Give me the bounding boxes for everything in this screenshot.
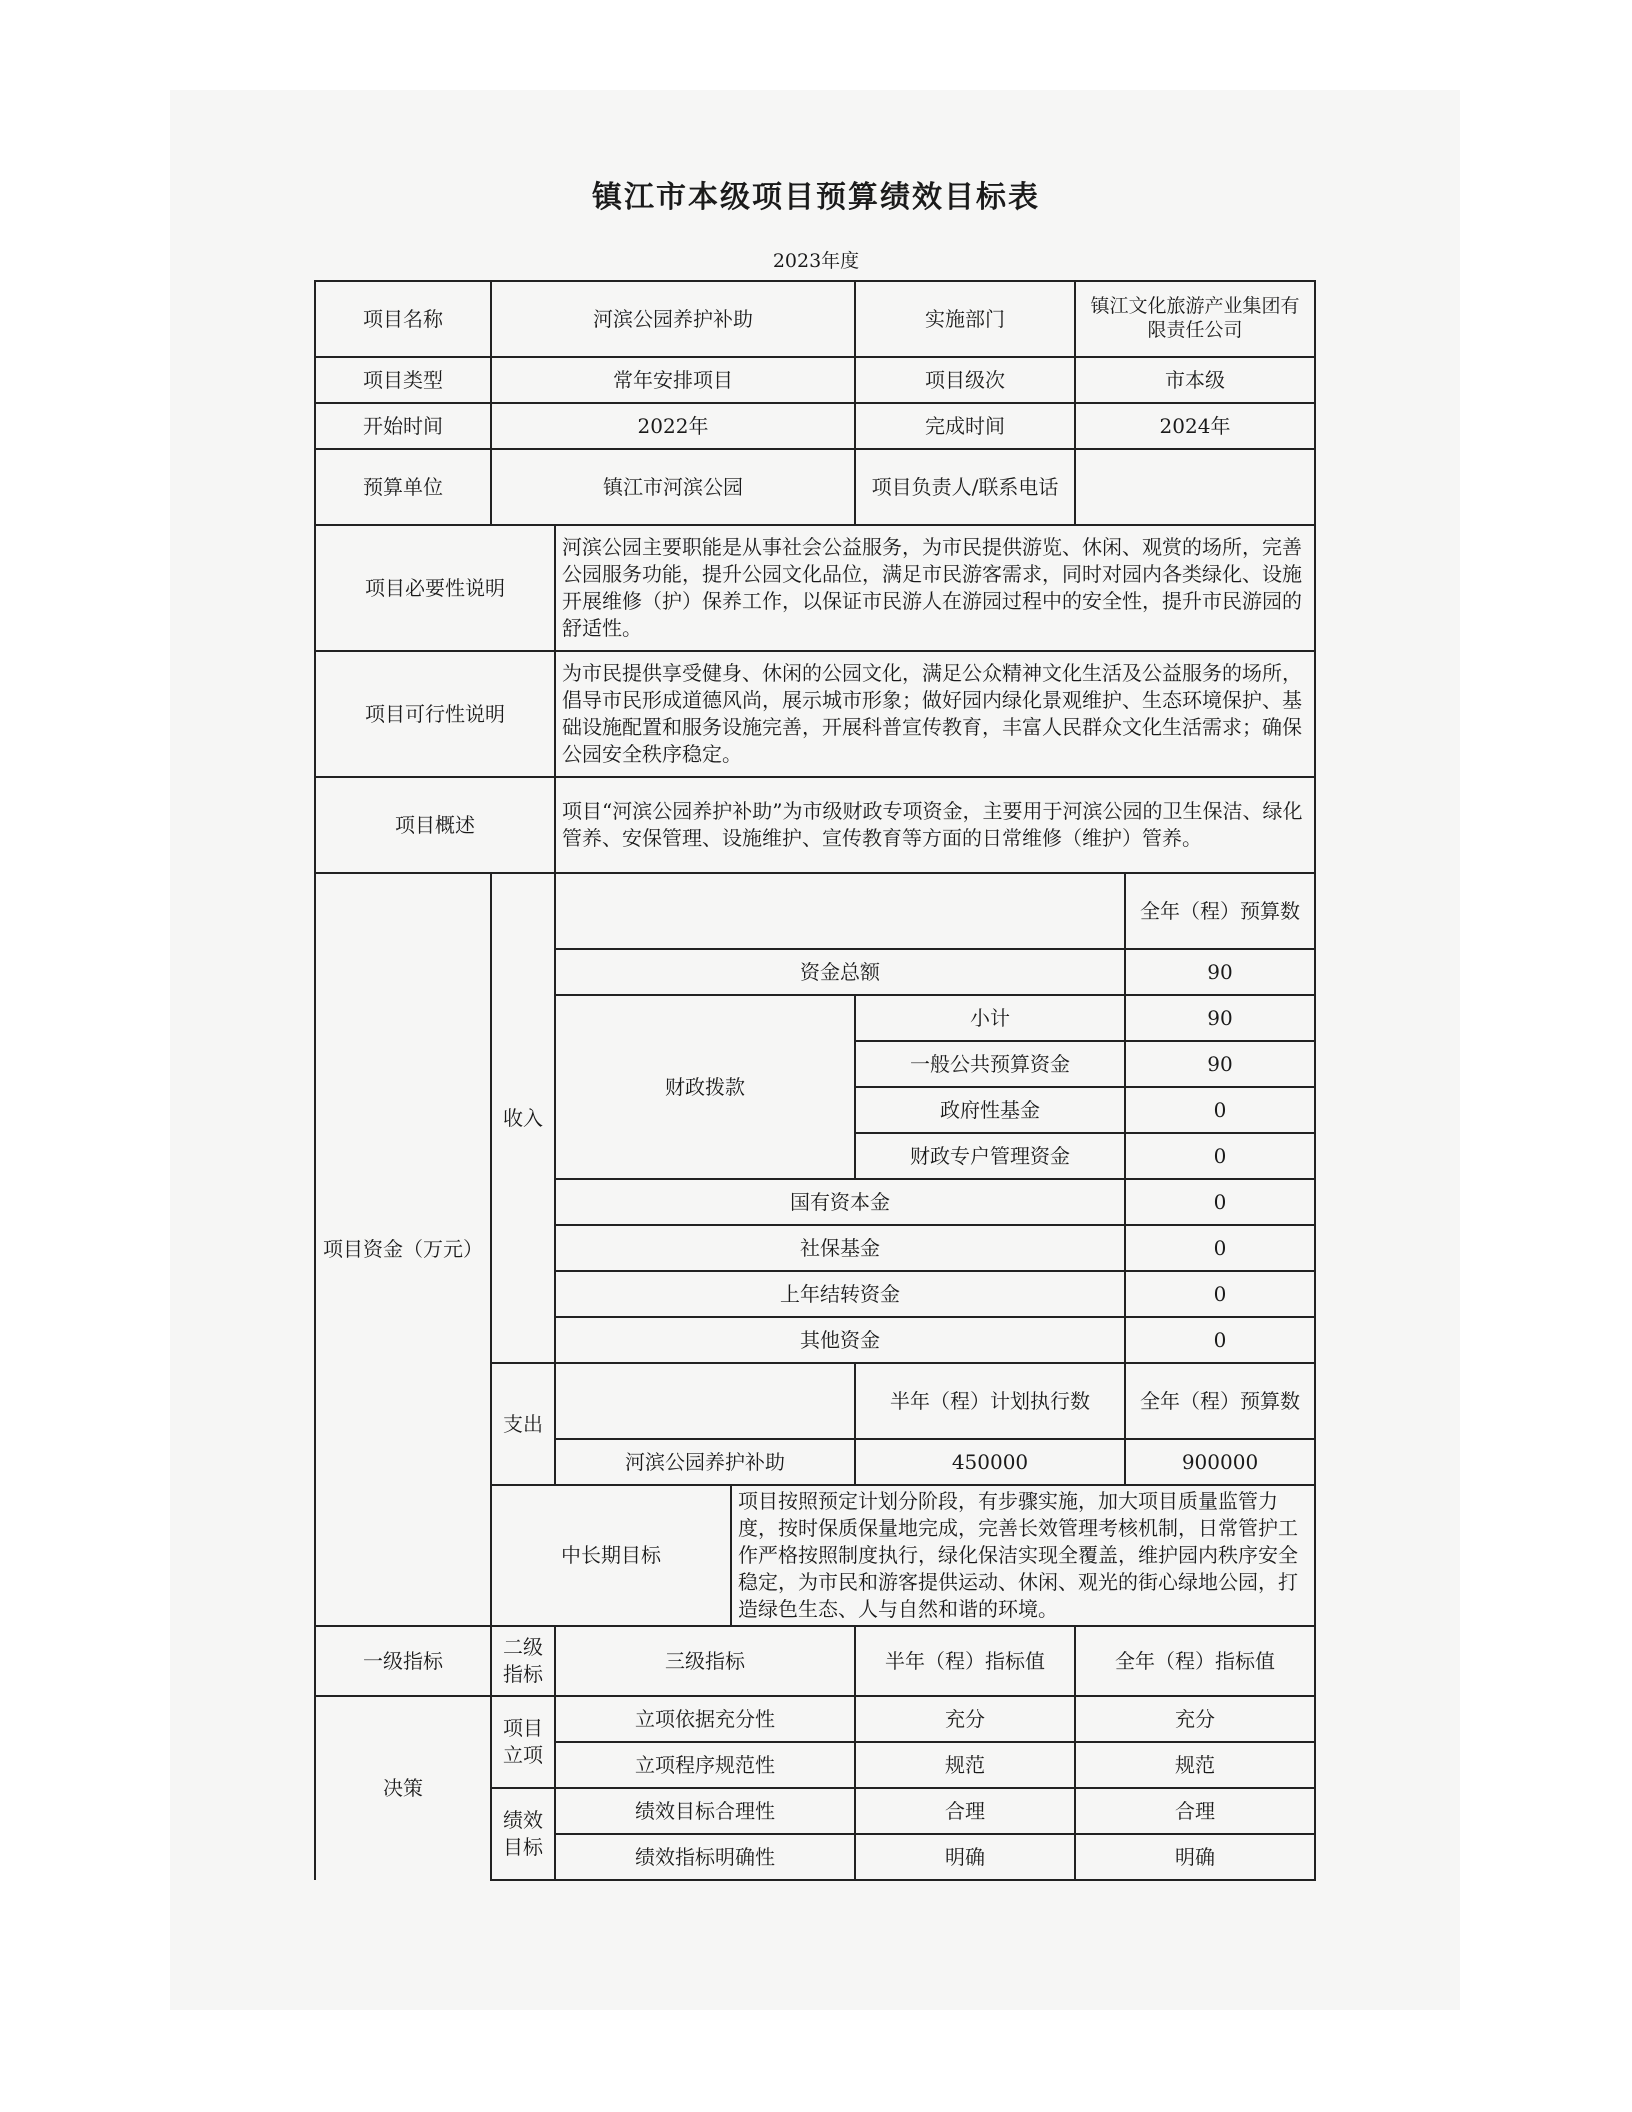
half-year-header: 半年（程）计划执行数	[855, 1363, 1125, 1439]
indicator-full: 合理	[1075, 1788, 1315, 1834]
document-title: 镇江市本级项目预算绩效目标表	[592, 180, 1040, 215]
feasibility-text: 为市民提供享受健身、休闲的公园文化，满足公众精神文化生活及公益服务的场所，倡导市民形成道德风尚，展示城市形象；做好园内绿化景观维护、生态环境保护、基础设施配置和服务设施完善，开展科普宣传教育，丰富人民群众文化生活需求；确保公园安全秩序稳定。	[555, 651, 1315, 777]
info-row-unit	[315, 449, 1315, 525]
expense-label: 支出	[491, 1363, 555, 1485]
indicator-h2: 二级指标	[491, 1626, 555, 1696]
indicator-name: 绩效目标合理性	[555, 1788, 855, 1834]
indicator-row	[315, 1696, 1315, 1742]
info-row-name	[315, 281, 1315, 357]
indicator-name: 立项程序规范性	[555, 1742, 855, 1788]
overview-row	[315, 777, 1315, 873]
longterm-label: 中长期目标	[491, 1485, 731, 1626]
subtotal-label: 小计	[855, 995, 1125, 1041]
end-label: 完成时间	[855, 403, 1075, 449]
indicator-half: 充分	[855, 1696, 1075, 1742]
info-row-time	[315, 403, 1315, 449]
indicator-name: 绩效指标明确性	[555, 1834, 855, 1880]
carryover-value: 0	[1125, 1271, 1315, 1317]
subtotal-value: 90	[1125, 995, 1315, 1041]
funds-label: 项目资金（万元）	[315, 873, 491, 1626]
feasibility-label: 项目可行性说明	[315, 651, 555, 777]
name-label: 项目名称	[315, 281, 491, 357]
indicator-h3: 三级指标	[555, 1626, 855, 1696]
indicator-h5: 全年（程）指标值	[1075, 1626, 1315, 1696]
funds-header-blank	[555, 873, 1125, 949]
overview-text: 项目“河滨公园养护补助”为市级财政专项资金，主要用于河滨公园的卫生保洁、绿化管养、安保管理、设施维护、宣传教育等方面的日常维修（维护）管养。	[555, 777, 1315, 873]
indicator-level1: 决策	[315, 1696, 491, 1880]
indicator-full: 规范	[1075, 1742, 1315, 1788]
special-label: 财政专户管理资金	[855, 1133, 1125, 1179]
indicator-group-performance: 绩效目标	[491, 1788, 555, 1880]
fiscal-label: 财政拨款	[555, 995, 855, 1179]
annual-budget-header: 全年（程）预算数	[1125, 873, 1315, 949]
general-label: 一般公共预算资金	[855, 1041, 1125, 1087]
type-value: 常年安排项目	[491, 357, 855, 403]
expense-item: 河滨公园养护补助	[555, 1439, 855, 1485]
total-value: 90	[1125, 949, 1315, 995]
document-year: 2023年度	[772, 250, 860, 272]
carryover-label: 上年结转资金	[555, 1271, 1125, 1317]
necessity-row	[315, 525, 1315, 651]
income-label: 收入	[491, 873, 555, 1363]
indicator-half: 合理	[855, 1788, 1075, 1834]
other-label: 其他资金	[555, 1317, 1125, 1363]
total-label: 资金总额	[555, 949, 1125, 995]
start-label: 开始时间	[315, 403, 491, 449]
funds-header-row	[315, 873, 1315, 949]
performance-target-table	[314, 280, 1316, 1881]
contact-label: 项目负责人/联系电话	[855, 449, 1075, 525]
dept-label: 实施部门	[855, 281, 1075, 357]
level-value: 市本级	[1075, 357, 1315, 403]
indicator-h1: 一级指标	[315, 1626, 491, 1696]
gov-fund-label: 政府性基金	[855, 1087, 1125, 1133]
level-label: 项目级次	[855, 357, 1075, 403]
indicator-half: 规范	[855, 1742, 1075, 1788]
indicator-name: 立项依据充分性	[555, 1696, 855, 1742]
contact-value	[1075, 449, 1315, 525]
indicator-h4: 半年（程）指标值	[855, 1626, 1075, 1696]
info-row-type	[315, 357, 1315, 403]
indicator-full: 充分	[1075, 1696, 1315, 1742]
social-value: 0	[1125, 1225, 1315, 1271]
longterm-text: 项目按照预定计划分阶段，有步骤实施，加大项目质量监管力度，按时保质保量地完成，完善长效管理考核机制，日常管护工作严格按照制度执行，绿化保洁实现全覆盖，维护园内秩序安全稳定，为市民和游客提供运动、休闲、观光的街心绿地公园，打造绿色生态、人与自然和谐的环境。	[731, 1485, 1315, 1626]
general-value: 90	[1125, 1041, 1315, 1087]
start-value: 2022年	[491, 403, 855, 449]
gov-fund-value: 0	[1125, 1087, 1315, 1133]
indicator-full: 明确	[1075, 1834, 1315, 1880]
special-value: 0	[1125, 1133, 1315, 1179]
indicator-header-row	[315, 1626, 1315, 1696]
unit-value: 镇江市河滨公园	[491, 449, 855, 525]
social-label: 社保基金	[555, 1225, 1125, 1271]
overview-label: 项目概述	[315, 777, 555, 873]
type-label: 项目类型	[315, 357, 491, 403]
full-year-header: 全年（程）预算数	[1125, 1363, 1315, 1439]
unit-label: 预算单位	[315, 449, 491, 525]
state-capital-value: 0	[1125, 1179, 1315, 1225]
indicator-group-project: 项目立项	[491, 1696, 555, 1788]
expense-full: 900000	[1125, 1439, 1315, 1485]
necessity-text: 河滨公园主要职能是从事社会公益服务，为市民提供游览、休闲、观赏的场所，完善公园服务功能，提升公园文化品位，满足市民游客需求，同时对园内各类绿化、设施开展维修（护）保养工作，以保证市民游人在游园过程中的安全性，提升市民游园的舒适性。	[555, 525, 1315, 651]
expense-half: 450000	[855, 1439, 1125, 1485]
feasibility-row	[315, 651, 1315, 777]
indicator-half: 明确	[855, 1834, 1075, 1880]
dept-value: 镇江文化旅游产业集团有限责任公司	[1075, 281, 1315, 357]
other-value: 0	[1125, 1317, 1315, 1363]
expense-header-blank	[555, 1363, 855, 1439]
name-value: 河滨公园养护补助	[491, 281, 855, 357]
necessity-label: 项目必要性说明	[315, 525, 555, 651]
end-value: 2024年	[1075, 403, 1315, 449]
state-capital-label: 国有资本金	[555, 1179, 1125, 1225]
